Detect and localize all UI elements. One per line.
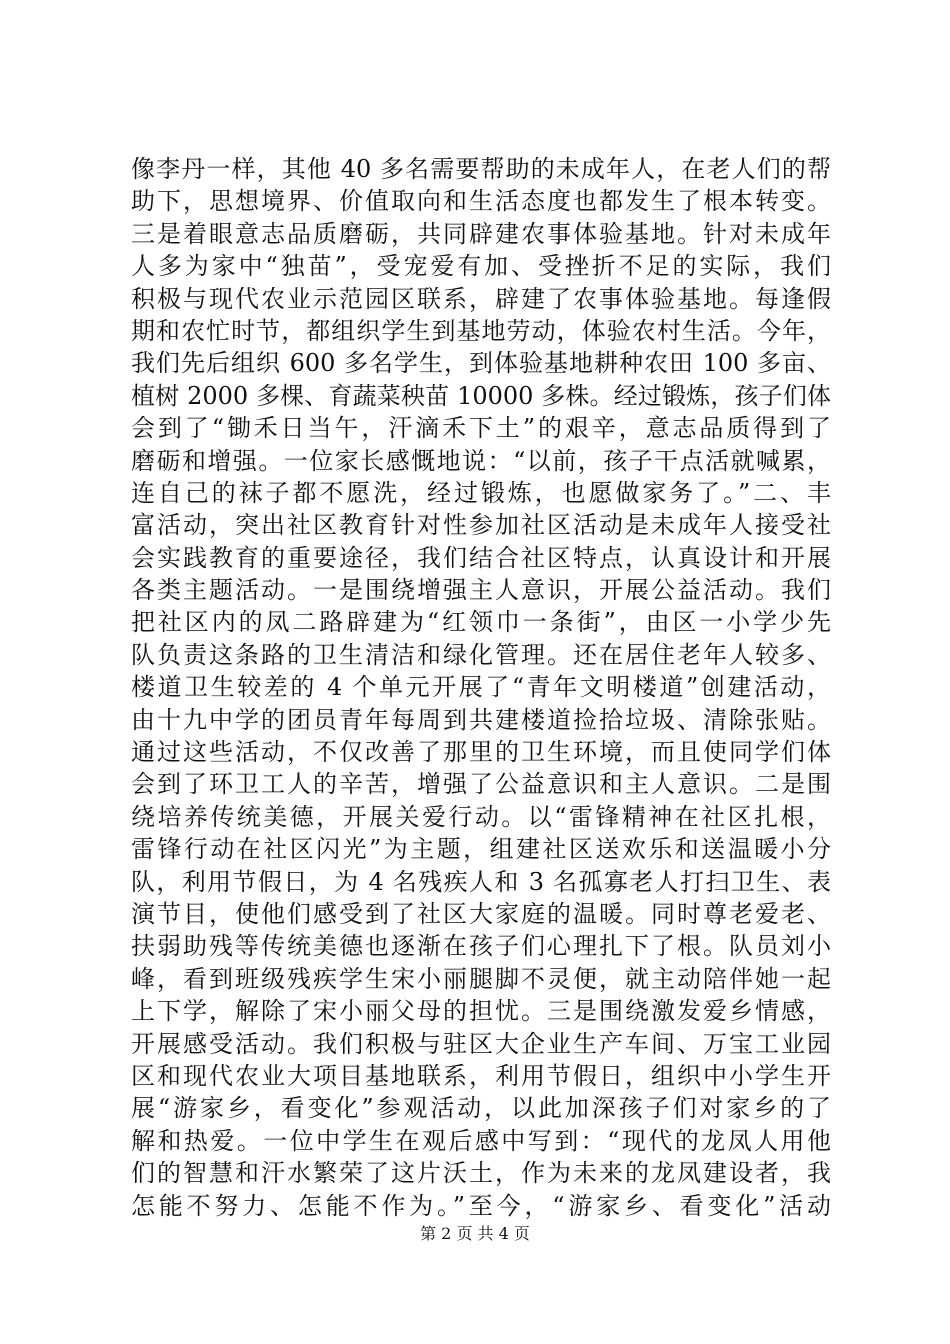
text-line: 展“游家乡，看变化”参观活动，以此加深孩子们对家乡的了 bbox=[131, 1094, 831, 1123]
text-line: 磨砺和增强。一位家长感慨地说：“以前，孩子干点活就喊累， bbox=[131, 446, 831, 475]
text-line: 会到了环卫工人的辛苦，增强了公益意识和主人意识。二是围 bbox=[131, 770, 831, 799]
text-line: 上下学，解除了宋小丽父母的担忧。三是围绕激发爱乡情感， bbox=[131, 997, 831, 1026]
text-line: 峰，看到班级残疾学生宋小丽腿脚不灵便，就主动陪伴她一起 bbox=[131, 964, 831, 993]
text-line: 会到了“锄禾日当午，汗滴禾下土”的艰辛，意志品质得到了 bbox=[131, 414, 831, 443]
text-line: 开展感受活动。我们积极与驻区大企业生产车间、万宝工业园 bbox=[131, 1029, 831, 1058]
text-line: 我们先后组织 600 多名学生，到体验基地耕种农田 100 多亩、 bbox=[131, 349, 831, 378]
text-line: 队，利用节假日，为 4 名残疾人和 3 名孤寡老人打扫卫生、表 bbox=[131, 867, 831, 896]
text-line: 积极与现代农业示范园区联系，辟建了农事体验基地。每逢假 bbox=[131, 284, 831, 313]
text-line: 期和农忙时节，都组织学生到基地劳动，体验农村生活。今年， bbox=[131, 316, 831, 345]
text-line: 绕培养传统美德，开展关爱行动。以“雷锋精神在社区扎根， bbox=[131, 802, 831, 831]
text-line: 由十九中学的团员青年每周到共建楼道捡拾垃圾、清除张贴。 bbox=[131, 705, 831, 734]
text-line: 楼道卫生较差的 4 个单元开展了“青年文明楼道”创建活动， bbox=[131, 673, 831, 702]
text-line: 扶弱助残等传统美德也逐渐在孩子们心理扎下了根。队员刘小 bbox=[131, 932, 831, 961]
text-line: 解和热爱。一位中学生在观后感中写到：“现代的龙凤人用他 bbox=[131, 1126, 831, 1155]
text-line: 把社区内的凤二路辟建为“红领巾一条街”，由区一小学少先 bbox=[131, 608, 831, 637]
text-line: 连自己的袜子都不愿洗，经过锻炼，也愿做家务了。”二、丰 bbox=[131, 478, 831, 507]
text-line: 队负责这条路的卫生清洁和绿化管理。还在居住老年人较多、 bbox=[131, 640, 831, 669]
text-line: 演节目，使他们感受到了社区大家庭的温暖。同时尊老爱老、 bbox=[131, 899, 831, 928]
body-text bbox=[131, 153, 831, 1222]
text-line: 怎能不努力、怎能不作为。”至今，“游家乡、看变化”活动 bbox=[131, 1191, 831, 1220]
text-line: 像李丹一样，其他 40 多名需要帮助的未成年人，在老人们的帮 bbox=[131, 155, 831, 183]
text-line: 富活动，突出社区教育针对性参加社区活动是未成年人接受社 bbox=[131, 511, 831, 540]
text-line: 人多为家中“独苗”，受宠爱有加、受挫折不足的实际，我们 bbox=[131, 252, 831, 281]
text-line: 区和现代农业大项目基地联系，利用节假日，组织中小学生开 bbox=[131, 1061, 831, 1090]
text-line: 雷锋行动在社区闪光”为主题，组建社区送欢乐和送温暖小分 bbox=[131, 835, 831, 864]
text-line: 们的智慧和汗水繁荣了这片沃土，作为未来的龙凤建设者，我 bbox=[131, 1159, 831, 1188]
text-line: 各类主题活动。一是围绕增强主人意识，开展公益活动。我们 bbox=[131, 576, 831, 605]
text-line: 通过这些活动，不仅改善了那里的卫生环境，而且使同学们体 bbox=[131, 738, 831, 767]
page-number-footer: 第 2 页 共 4 页 bbox=[420, 1224, 530, 1243]
text-line: 助下，思想境界、价值取向和生活态度也都发生了根本转变。 bbox=[131, 187, 831, 216]
text-line: 植树 2000 多棵、育蔬菜秧苗 10000 多株。经过锻炼，孩子们体 bbox=[131, 381, 831, 410]
text-line: 会实践教育的重要途径，我们结合社区特点，认真设计和开展 bbox=[131, 543, 831, 572]
text-line: 三是着眼意志品质磨砺，共同辟建农事体验基地。针对未成年 bbox=[131, 219, 831, 248]
